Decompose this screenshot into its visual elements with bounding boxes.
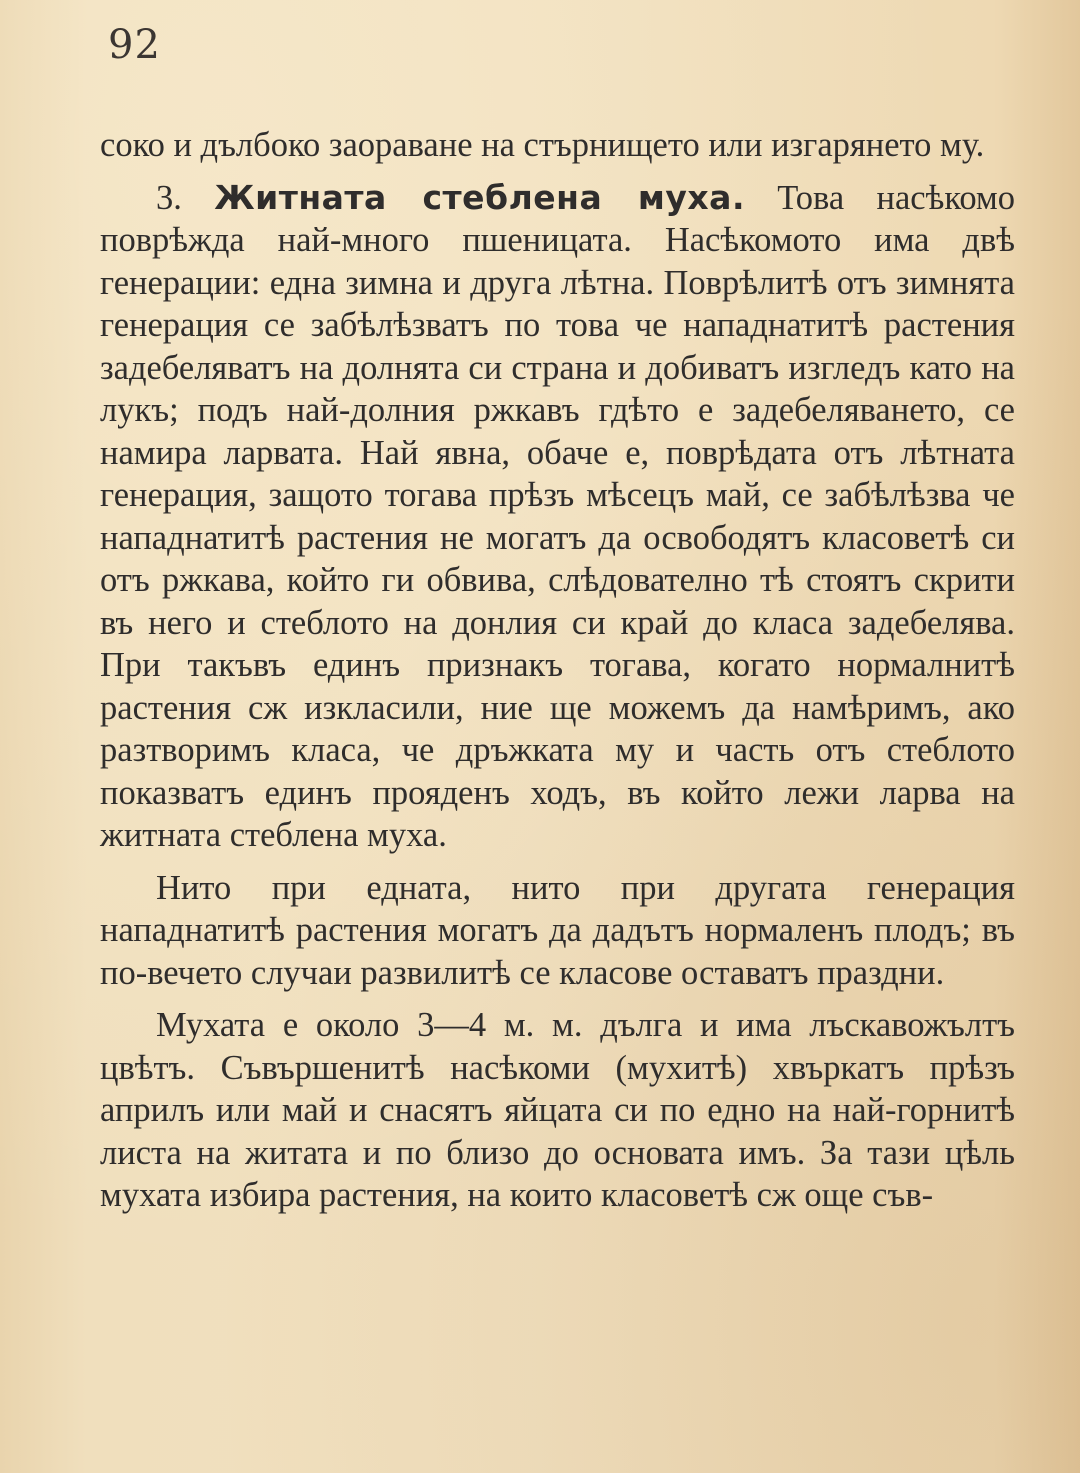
page-number: 92 [108,22,161,68]
body-text [100,124,1015,1217]
paragraph-continuation [100,124,1015,167]
section-title: Житната стеблена муха. [214,177,745,217]
paragraph-text: Това насѣкомо поврѣжда най-много пшеницата. Насѣкомото има двѣ генерации: една зимна и друга лѣтна. Поврѣлитѣ отъ зимнята генерация се забѣлѣзватъ по това че нападнатитѣ растения задебеляватъ на долнята си страна и добиватъ изгледъ като на лукъ; подъ най-долния ржкавъ гдѣто е задебеляването, се намира ларвата. Най явна, обаче е, поврѣдата отъ лѣтната генерация, защото тогава прѣзъ мѣсецъ май, се забѣлѣзва че нападнатитѣ растения не могатъ да освободятъ класоветѣ си отъ ржкава, който ги обвива, слѣдователно тѣ стоятъ скрити въ него и стеблото на донлия си край до класа задебелява. При такъвъ единъ признакъ тогава, когато нормалнитѣ растения сж изкласили, ние ще можемъ да намѣримъ, ако разтворимъ класа, че дръжката му и часть отъ стеблото показватъ единъ прояденъ ходъ, въ който лежи ларва на житната стеблена муха. [100,178,1015,854]
paragraph-text: Мухата е около 3—4 м. м. дълга и има лъскавожълтъ цвѣтъ. Съвършенитѣ насѣкоми (мухитѣ) хвъркатъ прѣзъ априлъ или май и снасятъ яйцата си по едно на най-горнитѣ листа на житата и по близо до основата имъ. За тази цѣль мухата избира растения, на които класоветѣ сж още съв- [100,1006,1015,1214]
paragraph-text: соко и дълбоко заораване на стърнището или изгарянето му. [100,126,985,164]
paragraph-generations [100,867,1015,995]
paragraph-text: Нито при едната, нито при другата генерация нападнатитѣ растения могатъ да дадътъ нормаленъ плодъ; въ по-вечето случаи развилитѣ се класове оставатъ праздни. [100,868,1015,992]
paragraph-section-3 [100,177,1015,857]
paragraph-fly-description [100,1004,1015,1217]
section-number: 3. [156,178,182,217]
